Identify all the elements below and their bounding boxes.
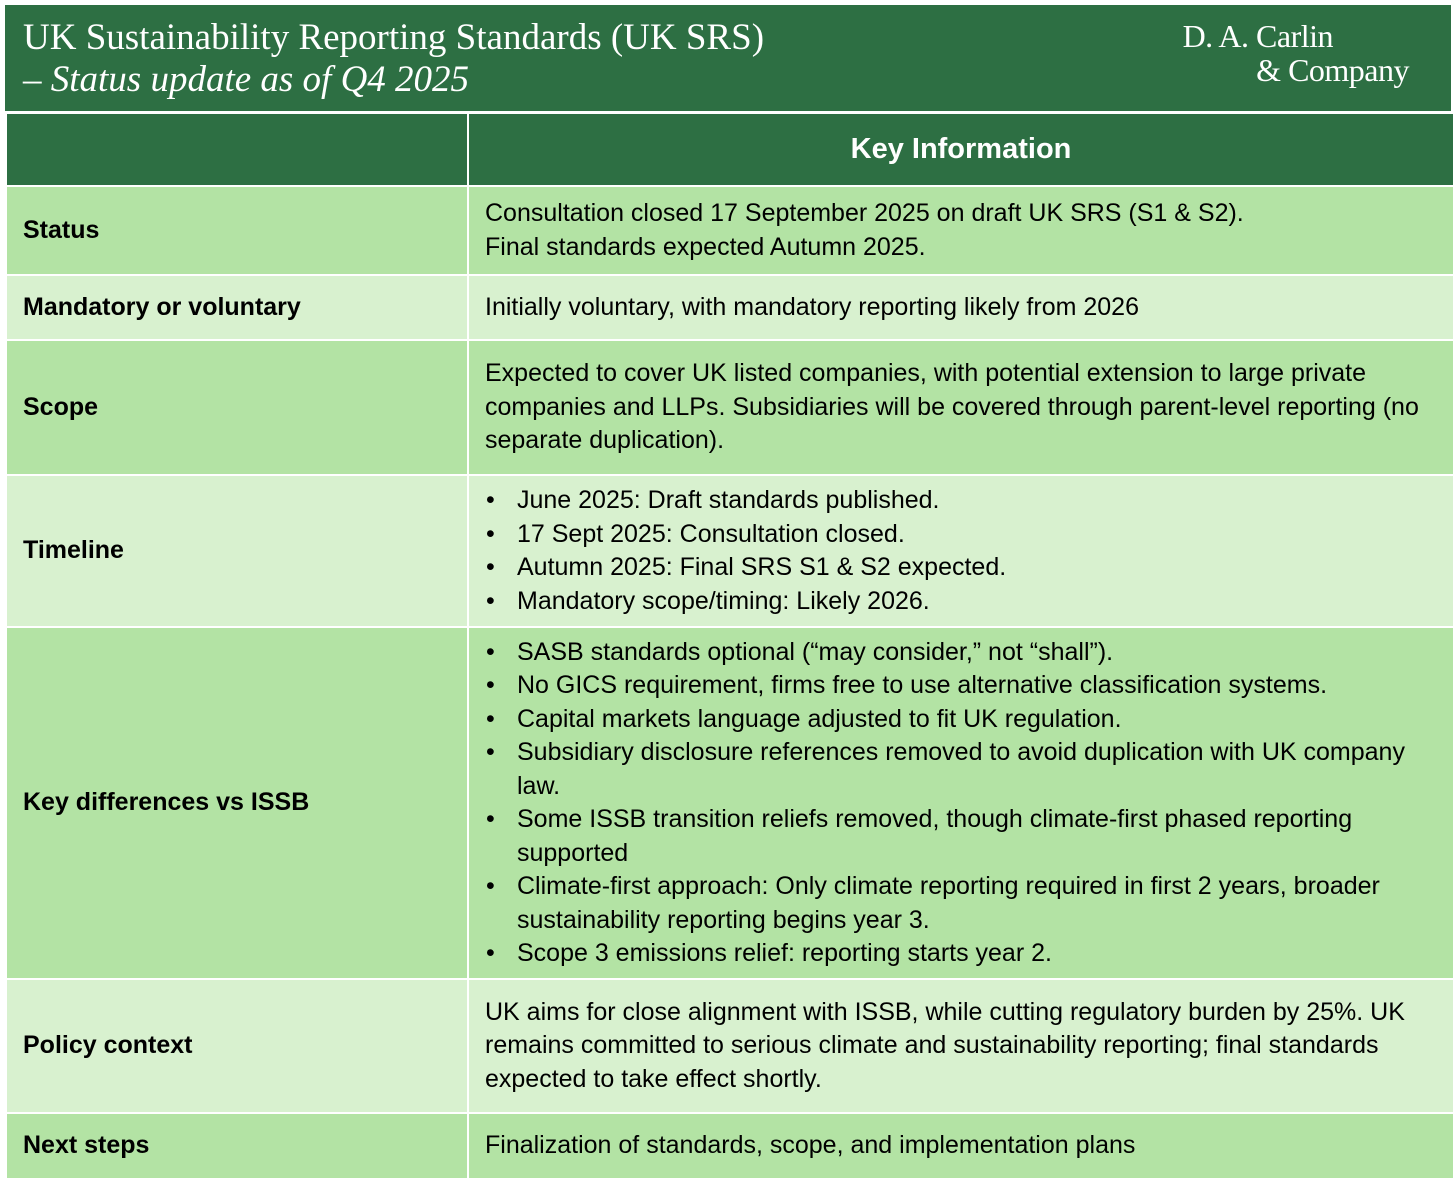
bullet-list: [485, 636, 1437, 971]
table-row-next-steps: [6, 1113, 1454, 1179]
list-item: • June 2025: Draft standards published.: [485, 484, 1437, 518]
row-value: Expected to cover UK listed companies, with potential extension to large private companies and LLPs. Subsidiaries will be covered through parent-level reporting (no separate duplication).: [468, 340, 1454, 475]
row-value: Initially voluntary, with mandatory reporting likely from 2026: [468, 275, 1454, 340]
row-value: [468, 475, 1454, 627]
row-value: [468, 627, 1454, 979]
list-item: • Capital markets language adjusted to fit UK regulation.: [485, 703, 1437, 737]
brand-line-1: D. A. Carlin: [1182, 18, 1333, 54]
row-label: Key differences vs ISSB: [6, 627, 468, 979]
row-value: [468, 186, 1454, 275]
table-row-mandatory: [6, 275, 1454, 340]
header-banner: [5, 5, 1451, 111]
bullet-list: [485, 484, 1437, 618]
table-row-key-differences: [6, 627, 1454, 979]
row-value: Finalization of standards, scope, and implementation plans: [468, 1113, 1454, 1179]
list-item: • Scope 3 emissions relief: reporting starts year 2.: [485, 937, 1437, 971]
row-label: Timeline: [6, 475, 468, 627]
column-header-left: [6, 113, 468, 186]
brand-logo: [1183, 19, 1409, 87]
table-row-status: [6, 186, 1454, 275]
list-item: • Subsidiary disclosure references removed to avoid duplication with UK company law.: [485, 736, 1437, 803]
list-item: • Autumn 2025: Final SRS S1 & S2 expected.: [485, 551, 1437, 585]
column-header-key-information: Key Information: [468, 113, 1454, 186]
row-label: Next steps: [6, 1113, 468, 1179]
list-item: • Climate-first approach: Only climate reporting required in first 2 years, broader sustainability reporting begins year 3.: [485, 870, 1437, 937]
table-row-timeline: [6, 475, 1454, 627]
brand-line-2: & Company: [1256, 52, 1409, 88]
value-line: Consultation closed 17 September 2025 on draft UK SRS (S1 & S2).: [485, 199, 1244, 227]
row-value: UK aims for close alignment with ISSB, while cutting regulatory burden by 25%. UK remains committed to serious climate and sustainability reporting; final standards expected to take effect shortly.: [468, 979, 1454, 1113]
page-subtitle: – Status update as of Q4 2025: [23, 59, 470, 100]
row-label: Policy context: [6, 979, 468, 1113]
list-item: • Some ISSB transition reliefs removed, though climate-first phased reporting supported: [485, 803, 1437, 870]
row-label: Mandatory or voluntary: [6, 275, 468, 340]
row-label: Scope: [6, 340, 468, 475]
page-title: UK Sustainability Reporting Standards (UK SRS): [23, 17, 765, 58]
list-item: • Mandatory scope/timing: Likely 2026.: [485, 585, 1437, 619]
list-item: • SASB standards optional (“may consider,” not “shall”).: [485, 636, 1437, 670]
table-row-scope: [6, 340, 1454, 475]
table-row-policy-context: [6, 979, 1454, 1113]
table-header-row: [6, 113, 1454, 186]
list-item: • No GICS requirement, firms free to use alternative classification systems.: [485, 669, 1437, 703]
value-line: Final standards expected Autumn 2025.: [485, 232, 926, 261]
list-item: • 17 Sept 2025: Consultation closed.: [485, 518, 1437, 552]
row-label: Status: [6, 186, 468, 275]
info-table: [5, 112, 1455, 1180]
